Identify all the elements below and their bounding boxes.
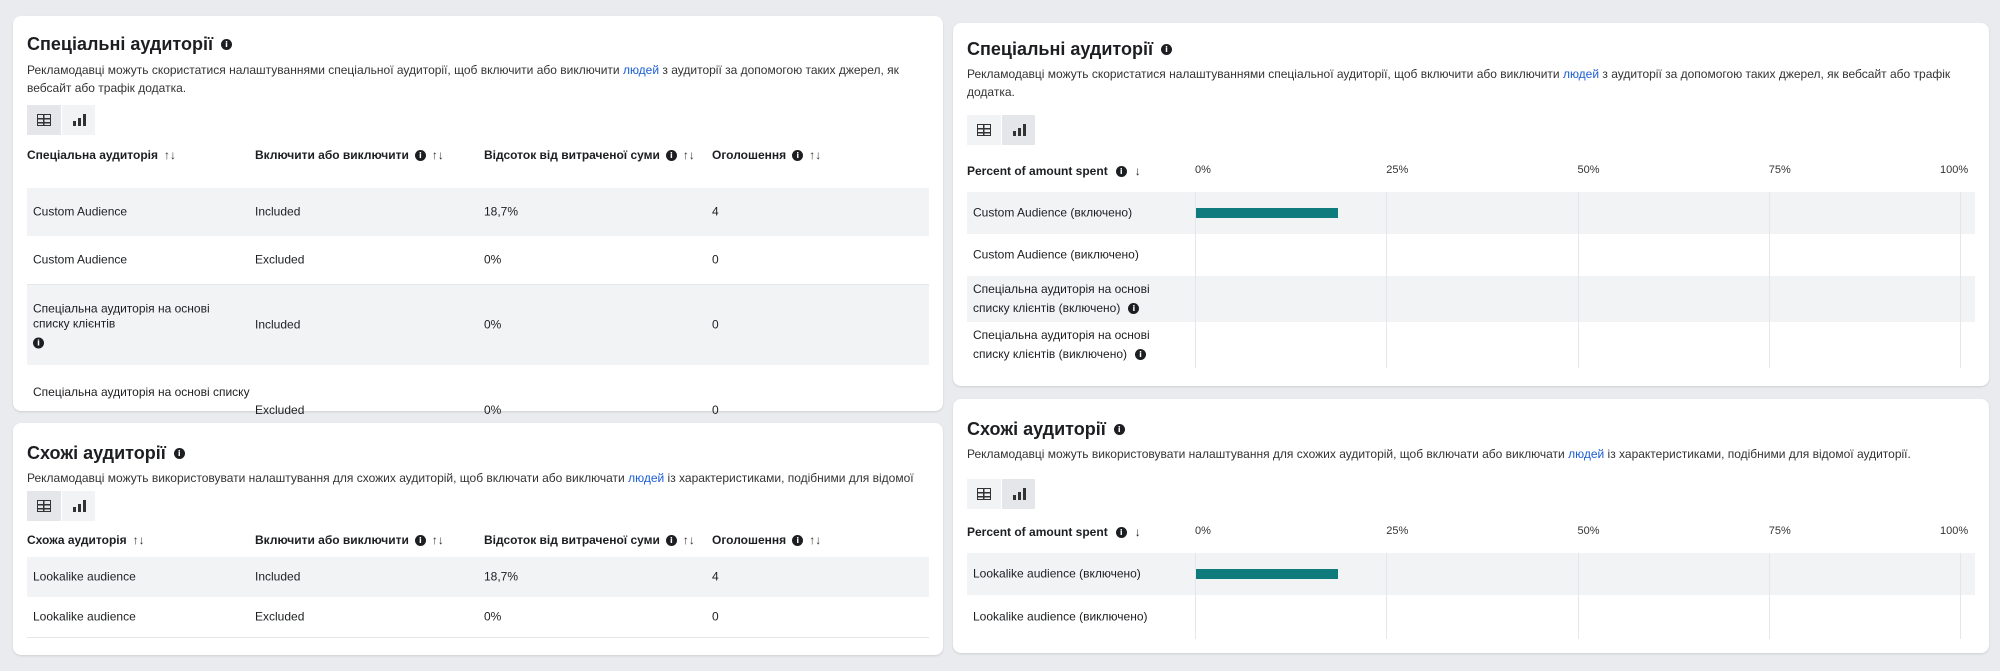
chart-bar[interactable] xyxy=(1195,569,1338,579)
info-icon[interactable]: i xyxy=(415,535,426,546)
bar-chart-icon xyxy=(1012,488,1026,500)
sort-icon[interactable]: ↑↓ xyxy=(431,148,444,162)
table-icon xyxy=(37,114,51,126)
description-text: Рекламодавці можуть скористатися налаштуваннями спеціальної аудиторії, щоб включити або виключити xyxy=(967,67,1563,81)
description-text: Рекламодавці можуть використовувати налаштування для схожих аудиторій, щоб включати або виключати xyxy=(27,471,629,485)
custom-audiences-description xyxy=(967,65,1967,101)
bar-chart-icon xyxy=(1012,124,1026,136)
table-row[interactable]: Lookalike audience Excluded 0% 0 xyxy=(33,609,719,624)
bar-chart-icon xyxy=(72,114,86,126)
column-header-percent[interactable]: Відсоток від витраченої суми i ↑↓ xyxy=(484,148,695,162)
column-header-audience[interactable]: Спеціальна аудиторія ↑↓ xyxy=(27,148,176,162)
info-icon[interactable]: i xyxy=(1128,303,1139,314)
lookalike-audiences-title-text: Схожі аудиторії xyxy=(27,443,166,463)
chart-category-label: Спеціальна аудиторія на основі списку клієнтів (включено) xyxy=(973,282,1150,315)
people-link[interactable]: людей xyxy=(622,63,660,77)
table-row[interactable]: Спеціальна аудиторія на основі списку клієнтів i Included 0% 0 xyxy=(27,285,929,365)
lookalike-audiences-table-card xyxy=(13,423,943,655)
table-view-button[interactable] xyxy=(27,491,61,521)
description-text-end: із характеристиками, подібними для відомої аудиторії. xyxy=(1604,447,1911,461)
lookalike-audiences-title xyxy=(27,443,185,464)
view-toggle xyxy=(27,491,95,521)
gridline xyxy=(1960,192,1961,368)
custom-audiences-title xyxy=(967,39,1172,60)
column-header-audience[interactable]: Схожа аудиторія ↑↓ xyxy=(27,533,145,547)
chart-row[interactable] xyxy=(967,192,1975,234)
gridline xyxy=(1195,192,1196,368)
lookalike-audiences-description xyxy=(27,469,927,505)
x-tick-label: 50% xyxy=(1577,525,1600,537)
x-tick-label: 0% xyxy=(1195,164,1211,176)
description-text: Рекламодавці можуть скористатися налаштуваннями спеціальної аудиторії, щоб включити або виключити xyxy=(27,63,623,77)
chart-view-button[interactable] xyxy=(1001,115,1035,145)
x-tick-label: 25% xyxy=(1386,525,1409,537)
info-icon[interactable]: i xyxy=(1116,527,1127,538)
custom-audiences-bar-chart xyxy=(967,164,1975,374)
gridline xyxy=(1769,553,1770,639)
info-icon[interactable]: i xyxy=(666,535,677,546)
chart-category-label: Lookalike audience (виключено) xyxy=(973,609,1148,624)
description-text: Рекламодавці можуть використовувати налаштування для схожих аудиторій, щоб включати або виключати xyxy=(967,447,1569,461)
x-tick-label: 75% xyxy=(1768,164,1791,176)
gridline xyxy=(1386,553,1387,639)
column-header-ads[interactable]: Оголошення i ↑↓ xyxy=(712,533,822,547)
table-row[interactable]: Спеціальна аудиторія на основі списку Excluded 0% 0 xyxy=(33,385,719,417)
info-icon[interactable]: i xyxy=(174,448,185,459)
sort-desc-icon[interactable]: ↓ xyxy=(1134,164,1141,178)
info-icon[interactable]: i xyxy=(415,150,426,161)
table-row[interactable]: Custom Audience Excluded 0% 0 xyxy=(33,252,719,267)
info-icon[interactable]: i xyxy=(666,150,677,161)
gridline xyxy=(1960,553,1961,639)
table-view-button[interactable] xyxy=(27,105,61,135)
chart-row[interactable] xyxy=(967,322,1975,368)
x-tick-label: 0% xyxy=(1195,525,1211,537)
custom-audiences-title-text: Спеціальні аудиторії xyxy=(27,34,214,54)
info-icon[interactable]: i xyxy=(33,338,44,349)
chart-view-button[interactable] xyxy=(61,491,95,521)
metric-label: Percent of amount spent xyxy=(967,164,1108,178)
sort-icon[interactable]: ↑↓ xyxy=(431,533,444,547)
custom-audiences-table-card xyxy=(13,16,943,417)
x-tick-label: 100% xyxy=(1940,164,1969,176)
bar-chart-icon xyxy=(72,500,86,512)
lookalike-audiences-description xyxy=(967,445,1967,463)
people-link[interactable]: людей xyxy=(1568,447,1605,461)
description-text-end: з аудиторії за допомогою таких джерел, як вебсайт або трафік додатка. xyxy=(27,63,899,95)
metric-label: Percent of amount spent xyxy=(967,525,1108,539)
table-icon xyxy=(977,488,991,500)
lookalike-audiences-title-text: Схожі аудиторії xyxy=(967,419,1106,439)
chart-row[interactable] xyxy=(967,553,1975,595)
chart-category-cell xyxy=(973,280,1173,318)
x-tick-label: 100% xyxy=(1940,525,1969,537)
sort-icon[interactable]: ↑↓ xyxy=(809,533,822,547)
people-link[interactable]: людей xyxy=(628,471,665,485)
info-icon[interactable]: i xyxy=(1114,424,1125,435)
info-icon[interactable]: i xyxy=(792,535,803,546)
chart-view-button[interactable] xyxy=(1001,479,1035,509)
sort-icon[interactable]: ↑↓ xyxy=(809,148,822,162)
x-tick-label: 75% xyxy=(1768,525,1791,537)
description-text-end: з аудиторії за допомогою таких джерел, як вебсайт або трафік додатка. xyxy=(967,67,1951,99)
table-icon xyxy=(977,124,991,136)
x-tick-label: 50% xyxy=(1577,164,1600,176)
gridline xyxy=(1769,192,1770,368)
column-header-include[interactable]: Включити або виключити i ↑↓ xyxy=(255,148,444,162)
gridline xyxy=(1578,553,1579,639)
chart-row[interactable] xyxy=(967,234,1975,276)
metric-header[interactable] xyxy=(967,164,1141,178)
chart-row[interactable] xyxy=(967,276,1975,322)
lookalike-audiences-title xyxy=(967,419,1125,440)
chart-bar[interactable] xyxy=(1195,208,1338,218)
lookalike-audiences-chart-card xyxy=(953,399,1989,653)
table-row[interactable]: Lookalike audience Included 18,7% 4 xyxy=(27,557,929,597)
info-icon[interactable]: i xyxy=(792,150,803,161)
view-toggle xyxy=(967,115,1035,145)
x-tick-label: 25% xyxy=(1386,164,1409,176)
sort-desc-icon[interactable]: ↓ xyxy=(1134,525,1141,539)
chart-category-label: Custom Audience (включено) xyxy=(973,205,1133,220)
table-icon xyxy=(37,500,51,512)
sort-icon[interactable]: ↑↓ xyxy=(682,148,695,162)
custom-audiences-title-text: Спеціальні аудиторії xyxy=(967,39,1154,59)
column-header-include[interactable]: Включити або виключити i ↑↓ xyxy=(255,533,444,547)
chart-row[interactable] xyxy=(967,595,1975,639)
info-icon[interactable]: i xyxy=(221,39,232,50)
chart-category-label: Спеціальна аудиторія на основі списку клієнтів (виключено) xyxy=(973,328,1150,361)
audience-name: Спеціальна аудиторія на основі списку клієнтів xyxy=(33,301,210,331)
column-header-percent[interactable]: Відсоток від витраченої суми i ↑↓ xyxy=(484,533,695,547)
gridline xyxy=(1195,553,1196,639)
sort-icon[interactable]: ↑↓ xyxy=(132,533,145,547)
info-icon[interactable]: i xyxy=(1116,166,1127,177)
lookalike-audiences-bar-chart xyxy=(967,525,1975,643)
gridline xyxy=(1386,192,1387,368)
info-icon[interactable]: i xyxy=(1135,349,1146,360)
sort-icon[interactable]: ↑↓ xyxy=(682,533,695,547)
table-view-button[interactable] xyxy=(967,115,1001,145)
view-toggle xyxy=(27,105,95,135)
chart-category-cell xyxy=(973,326,1173,364)
metric-header[interactable] xyxy=(967,525,1141,539)
chart-category-label: Custom Audience (виключено) xyxy=(973,247,1139,262)
description-text-end: із характеристиками, подібними для відомої xyxy=(667,471,914,485)
custom-audiences-title xyxy=(27,34,232,55)
chart-category-label: Lookalike audience (включено) xyxy=(973,566,1141,581)
column-header-ads[interactable]: Оголошення i ↑↓ xyxy=(712,148,822,162)
view-toggle xyxy=(967,479,1035,509)
sort-icon[interactable]: ↑↓ xyxy=(164,148,176,162)
custom-audiences-chart-card xyxy=(953,23,1989,386)
people-link[interactable]: людей xyxy=(1562,67,1600,81)
table-view-button[interactable] xyxy=(967,479,1001,509)
custom-audiences-description xyxy=(27,61,927,97)
chart-view-button[interactable] xyxy=(61,105,95,135)
info-icon[interactable]: i xyxy=(1161,44,1172,55)
row-divider xyxy=(27,637,929,638)
table-row[interactable]: Custom Audience Included 18,7% 4 xyxy=(27,188,929,236)
gridline xyxy=(1578,192,1579,368)
